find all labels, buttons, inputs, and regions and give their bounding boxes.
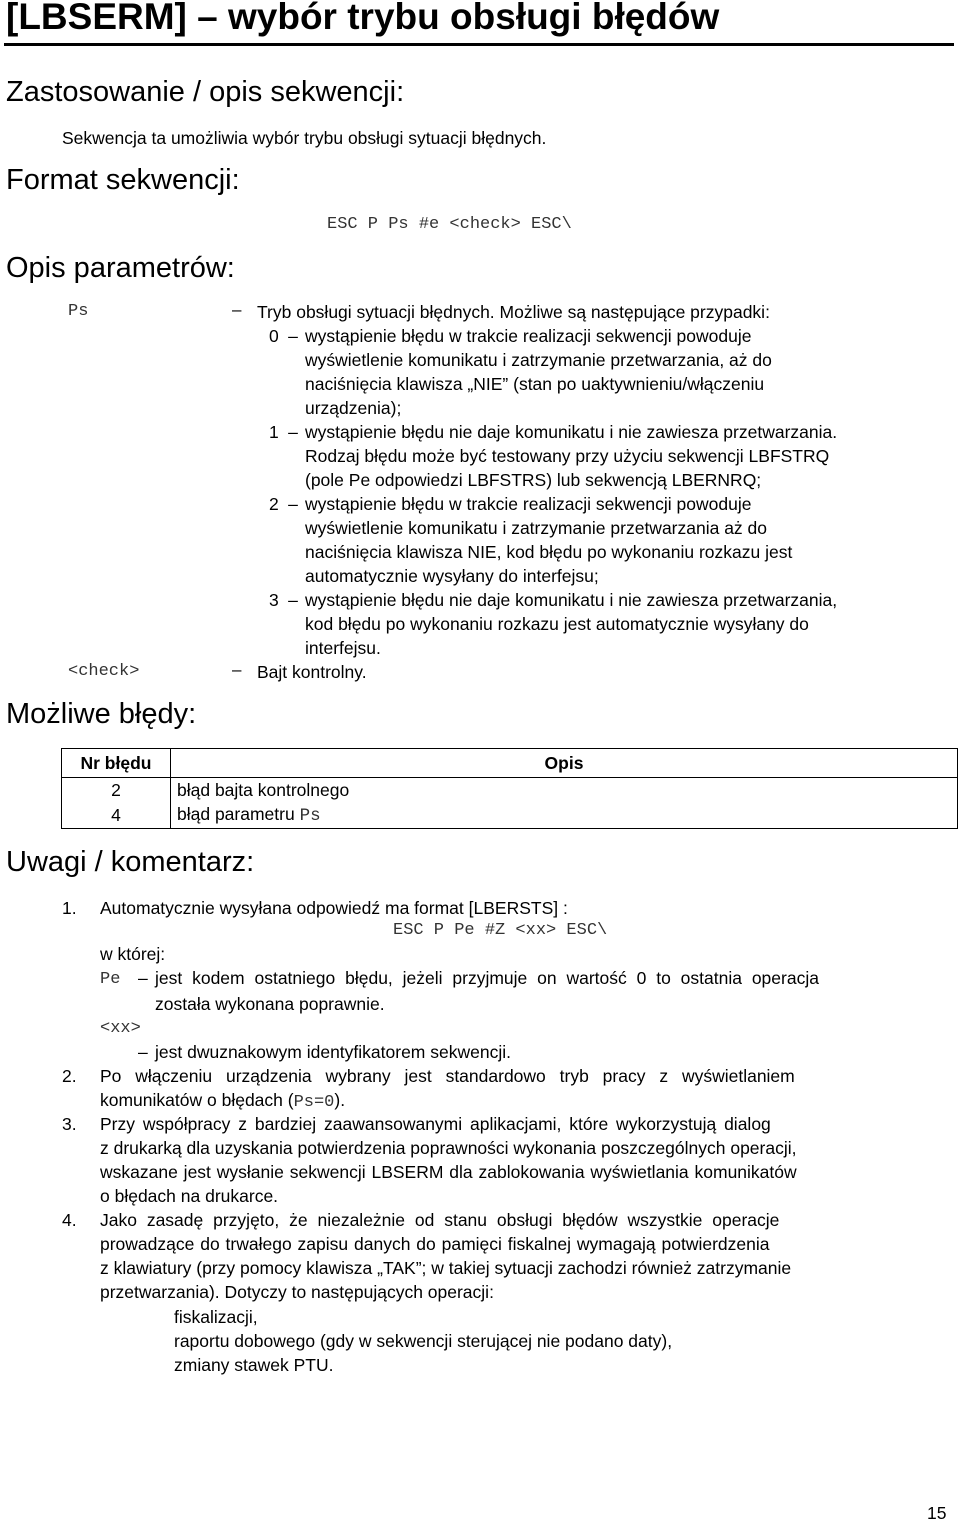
case-dash: – (288, 422, 298, 442)
case-line: wystąpienie błędu nie daje komunikatu i nie zawiesza przetwarzania. (305, 422, 838, 442)
page-number: 15 (927, 1503, 947, 1523)
case-line: Rodzaj błędu może być testowany przy użyciu sekwencji LBFSTRQ (305, 446, 830, 466)
note-number: 3. (62, 1114, 77, 1134)
case-dash: – (288, 590, 298, 610)
note-number: 2. (62, 1066, 77, 1086)
note-1-xx-name: <xx> (100, 1019, 141, 1038)
list-item: raportu dobowego (gdy w sekwencji sterującej nie podano daty), (174, 1331, 673, 1351)
param-ps-intro: Tryb obsługi sytuacji błędnych. Możliwe są następujące przypadki: (257, 302, 770, 322)
note-3-line: wskazane jest wysłanie sekwencji LBSERM dla zablokowania wyświetlania komunikatów (100, 1162, 797, 1182)
case-number: 2 (269, 494, 279, 514)
note-3-line: Przy współpracy z bardziej zaawansowanymi aplikacjami, które wykorzystują dialog (100, 1114, 771, 1134)
case-line: kod błędu po wykonaniu rozkazu jest automatycznie wysyłany do (305, 614, 809, 634)
note-1-pe-dash: – (138, 968, 148, 988)
note-1-text: Automatycznie wysyłana odpowiedź ma format [LBERSTS] : (100, 898, 568, 918)
title-rule (4, 43, 954, 46)
table-row (62, 778, 958, 803)
note-1-xx-desc: jest dwuznakowym identyfikatorem sekwencji. (155, 1042, 511, 1062)
section-heading-params: Opis parametrów: (6, 252, 235, 284)
note-1-pe-desc-2: została wykonana poprawnie. (155, 994, 385, 1014)
note-number: 4. (62, 1210, 77, 1230)
format-sequence: ESC P Ps #e <check> ESC\ (327, 215, 572, 234)
note-2-text-a: Po włączeniu urządzenia wybrany jest standardowo tryb pracy z wyświetlaniem (100, 1066, 795, 1086)
case-number: 0 (269, 326, 279, 346)
list-item: fiskalizacji, (174, 1307, 258, 1327)
note-1-pe-desc-1: jest kodem ostatniego błędu, jeżeli przyjmuje on wartość 0 to ostatnia operacja (155, 968, 819, 988)
section-heading-usage: Zastosowanie / opis sekwencji: (6, 76, 405, 108)
case-dash: – (288, 494, 298, 514)
error-desc: błąd bajta kontrolnego (171, 778, 958, 803)
case-line: (pole Pe odpowiedzi LBFSTRS) lub sekwencją LBERNRQ; (305, 470, 762, 490)
page-title: [LBSERM] – wybór trybu obsługi błędów (6, 0, 720, 37)
note-2-param: Ps=0 (293, 1093, 335, 1112)
note-1-where: w której: (100, 944, 166, 964)
note-1-xx-dash: – (138, 1042, 148, 1062)
section-heading-errors: Możliwe błędy: (6, 698, 197, 730)
case-dash: – (288, 326, 298, 346)
note-3-line: o błędach na drukarce. (100, 1186, 279, 1206)
case-line: wyświetlenie komunikatu i zatrzymanie przetwarzania, aż do (305, 350, 772, 370)
note-3-line: z drukarką dla uzyskania potwierdzenia poprawności wykonania poszczególnych operacji, (100, 1138, 797, 1158)
param-ps-name: Ps (68, 302, 89, 321)
error-desc: błąd parametru Ps (171, 802, 958, 829)
error-desc-param: Ps (299, 806, 321, 826)
note-4-line: przetwarzania). Dotyczy to następujących operacji: (100, 1282, 494, 1302)
note-1-pe-name: Pe (100, 970, 121, 989)
section-heading-format: Format sekwencji: (6, 164, 240, 196)
param-check-dash: – (232, 660, 242, 679)
note-2-line-2: komunikatów o błędach (Ps=0). (100, 1090, 346, 1112)
table-header-nr: Nr błędu (62, 749, 171, 778)
table-header-desc: Opis (171, 749, 958, 778)
note-4-line: prowadzące do trwałego zapisu danych do pamięci fiskalnej wymagają potwierdzenia (100, 1234, 770, 1254)
usage-text: Sekwencja ta umożliwia wybór trybu obsługi sytuacji błędnych. (62, 128, 547, 148)
case-line: wystąpienie błędu w trakcie realizacji sekwencji powoduje (305, 494, 752, 514)
param-check-desc: Bajt kontrolny. (257, 662, 367, 682)
error-number: 4 (62, 802, 171, 829)
case-line: wystąpienie błędu nie daje komunikatu i nie zawiesza przetwarzania, (305, 590, 838, 610)
note-number: 1. (62, 898, 77, 918)
case-number: 1 (269, 422, 279, 442)
case-line: interfejsu. (305, 638, 381, 658)
case-line: naciśnięcia klawisza NIE, kod błędu po wykonaniu rozkazu jest (305, 542, 793, 562)
note-1-sequence: ESC P Pe #Z <xx> ESC\ (393, 921, 608, 940)
note-4-line: z klawiatury (przy pomocy klawisza „TAK”; w takiej sytuacji zachodzi również zatrzymanie (100, 1258, 792, 1278)
error-number: 2 (62, 778, 171, 803)
section-heading-notes: Uwagi / komentarz: (6, 846, 255, 878)
errors-table (61, 748, 958, 829)
case-number: 3 (269, 590, 279, 610)
case-line: wystąpienie błędu w trakcie realizacji sekwencji powoduje (305, 326, 752, 346)
case-line: naciśnięcia klawisza „NIE” (stan po uaktywnieniu/włączeniu (305, 374, 765, 394)
case-line: wyświetlenie komunikatu i zatrzymanie przetwarzania aż do (305, 518, 768, 538)
list-item: zmiany stawek PTU. (174, 1355, 334, 1375)
table-row (62, 802, 958, 829)
param-check-name: <check> (68, 662, 140, 681)
note-4-line: Jako zasadę przyjęto, że niezależnie od stanu obsługi błędów wszystkie operacje (100, 1210, 780, 1230)
param-ps-dash: – (232, 300, 242, 319)
case-line: automatycznie wysyłany do interfejsu; (305, 566, 599, 586)
case-line: urządzenia); (305, 398, 402, 418)
